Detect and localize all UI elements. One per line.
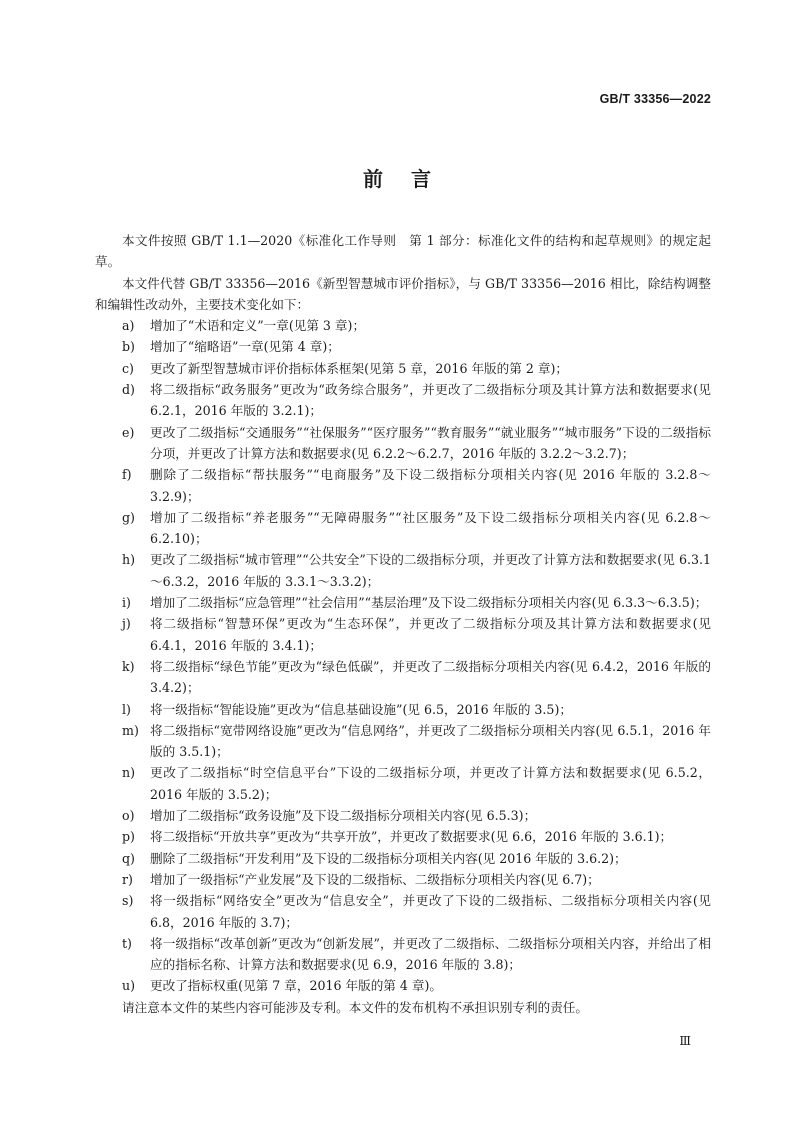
list-item-text: 将二级指标“开放共享”更改为“共享开放”，并更改了数据要求(见 6.6，2016 年版的 3.6.1)；: [150, 829, 673, 845]
change-list: [95, 315, 711, 997]
list-item: [95, 762, 711, 805]
list-item-label: h): [122, 552, 136, 568]
patent-notice: 请注意本文件的某些内容可能涉及专利。本文件的发布机构不承担识别专利的责任。: [122, 999, 588, 1015]
page-number: Ⅲ: [679, 1034, 691, 1048]
list-item-label: i): [122, 595, 131, 611]
list-item: [95, 507, 711, 550]
list-item: [95, 826, 711, 847]
list-item: [95, 379, 711, 422]
list-item-text: 增加了一级指标“产业发展”及下设的二级指标、二级指标分项相关内容(见 6.7)；: [150, 871, 600, 887]
list-item-label: l): [122, 701, 131, 717]
list-item-text: 增加了二级指标“政务设施”及下设二级指标分项相关内容(见 6.5.3)；: [150, 808, 537, 824]
list-item-text: 将一级指标“改革创新”更改为“创新发展”，并更改了二级指标、二级指标分项相关内容，并给出了相应的指标名称、计算方法和数据要求(见 6.9，2016 年版的 3.8)；: [150, 935, 711, 973]
list-item: [95, 699, 711, 720]
list-item-text: 增加了二级指标“应急管理”“社会信用”“基层治理”及下设二级指标分项相关内容(见 6.3.3～6.3.5)；: [150, 595, 708, 611]
list-item-label: e): [122, 424, 135, 440]
list-item-label: q): [122, 850, 135, 866]
list-item: [95, 422, 711, 465]
list-item: [95, 358, 711, 379]
list-item-label: k): [122, 658, 135, 674]
list-item-label: r): [122, 871, 133, 887]
list-item-label: m): [122, 722, 139, 738]
list-item: [95, 315, 711, 336]
list-item: [95, 336, 711, 357]
list-item: [95, 805, 711, 826]
standard-number: GB/T 33356—2022: [599, 92, 711, 106]
list-item-label: d): [122, 382, 135, 398]
list-item: [95, 869, 711, 890]
list-item-label: u): [122, 978, 136, 994]
list-item-text: 将二级指标“绿色节能”更改为“绿色低碳”，并更改了二级指标分项相关内容(见 6.4.2，2016 年版的 3.4.2)；: [150, 658, 711, 696]
list-item-text: 将一级指标“网络安全”更改为“信息安全”，并更改了下设的二级指标、二级指标分项相关内容(见 6.8，2016 年版的 3.7)；: [150, 893, 711, 930]
list-item-text: 更改了二级指标“时空信息平台”下设的二级指标分项，并更改了计算方法和数据要求(见 6.5.2，2016 年版的 3.5.2)；: [150, 765, 711, 802]
list-item: [95, 592, 711, 613]
list-item: [95, 975, 711, 996]
list-item: [95, 848, 711, 869]
list-item: [95, 656, 711, 699]
list-item-text: 增加了“缩略语”一章(见第 4 章)；: [150, 339, 340, 355]
list-item: [95, 613, 711, 656]
list-item-text: 更改了指标权重(见第 7 章，2016 年版的第 4 章)。: [150, 978, 443, 994]
list-item-text: 更改了新型智慧城市评价指标体系框架(见第 5 章，2016 年版的第 2 章)；: [150, 360, 568, 376]
page-title: 前言: [363, 167, 459, 191]
list-item-label: c): [122, 360, 134, 376]
list-item-text: 更改了二级指标“城市管理”“公共安全”下设的二级指标分项，并更改了计算方法和数据要求(见 6.3.1～6.3.2，2016 年版的 3.3.1～3.3.2)；: [150, 552, 711, 589]
list-item-label: a): [122, 318, 135, 334]
list-item-text: 将二级指标“宽带网络设施”更改为“信息网络”，并更改了二级指标分项相关内容(见 6.5.1，2016 年版的 3.5.1)；: [150, 722, 711, 760]
document-body: [95, 230, 711, 1018]
list-item: [95, 464, 711, 507]
list-item-label: p): [122, 829, 135, 845]
list-item-text: 删除了二级指标“开发利用”及下设的二级指标分项相关内容(见 2016 年版的 3.6.2)；: [150, 850, 627, 866]
list-item-text: 将二级指标“智慧环保”更改为“生态环保”，并更改了二级指标分项及其计算方法和数据要求(见 6.4.1，2016 年版的 3.4.1)；: [150, 616, 711, 653]
intro-paragraph: 本文件按照 GB/T 1.1—2020《标准化工作导则 第 1 部分：标准化文件的结构和起草规则》的规定起草。: [95, 233, 711, 270]
list-item-label: s): [122, 893, 134, 909]
list-item-label: f): [122, 467, 132, 483]
list-item-text: 增加了二级指标“养老服务”“无障碍服务”“社区服务”及下设二级指标分项相关内容(见 6.2.8～6.2.10)；: [150, 509, 711, 547]
list-item-text: 更改了二级指标“交通服务”“社保服务”“医疗服务”“教育服务”“就业服务”“城市服务”下设的二级指标分项，并更改了计算方法和数据要求(见 6.2.2～6.2.7，2016 年版的 3.2.2～3.2.7)；: [150, 424, 711, 461]
list-item-label: b): [122, 339, 135, 355]
list-item: [95, 890, 711, 933]
list-item-label: g): [122, 509, 135, 525]
list-item-text: 增加了“术语和定义”一章(见第 3 章)；: [150, 318, 366, 334]
list-item-label: n): [122, 765, 136, 781]
list-item-text: 将一级指标“智能设施”更改为“信息基础设施”(见 6.5，2016 年版的 3.5)；: [150, 701, 572, 717]
list-item: [95, 720, 711, 763]
list-item-label: j): [122, 616, 131, 632]
list-item-label: o): [122, 808, 135, 824]
list-item-label: t): [122, 935, 132, 951]
list-item: [95, 933, 711, 976]
list-item-text: 将二级指标“政务服务”更改为“政务综合服务”，并更改了二级指标分项及其计算方法和数据要求(见 6.2.1，2016 年版的 3.2.1)；: [150, 382, 711, 419]
list-item-text: 删除了二级指标“帮扶服务”“电商服务”及下设二级指标分项相关内容(见 2016 年版的 3.2.8～3.2.9)；: [150, 467, 711, 504]
intro-paragraph: 本文件代替 GB/T 33356—2016《新型智慧城市评价指标》，与 GB/T 33356—2016 相比，除结构调整和编辑性改动外，主要技术变化如下：: [95, 275, 711, 312]
list-item: [95, 549, 711, 592]
